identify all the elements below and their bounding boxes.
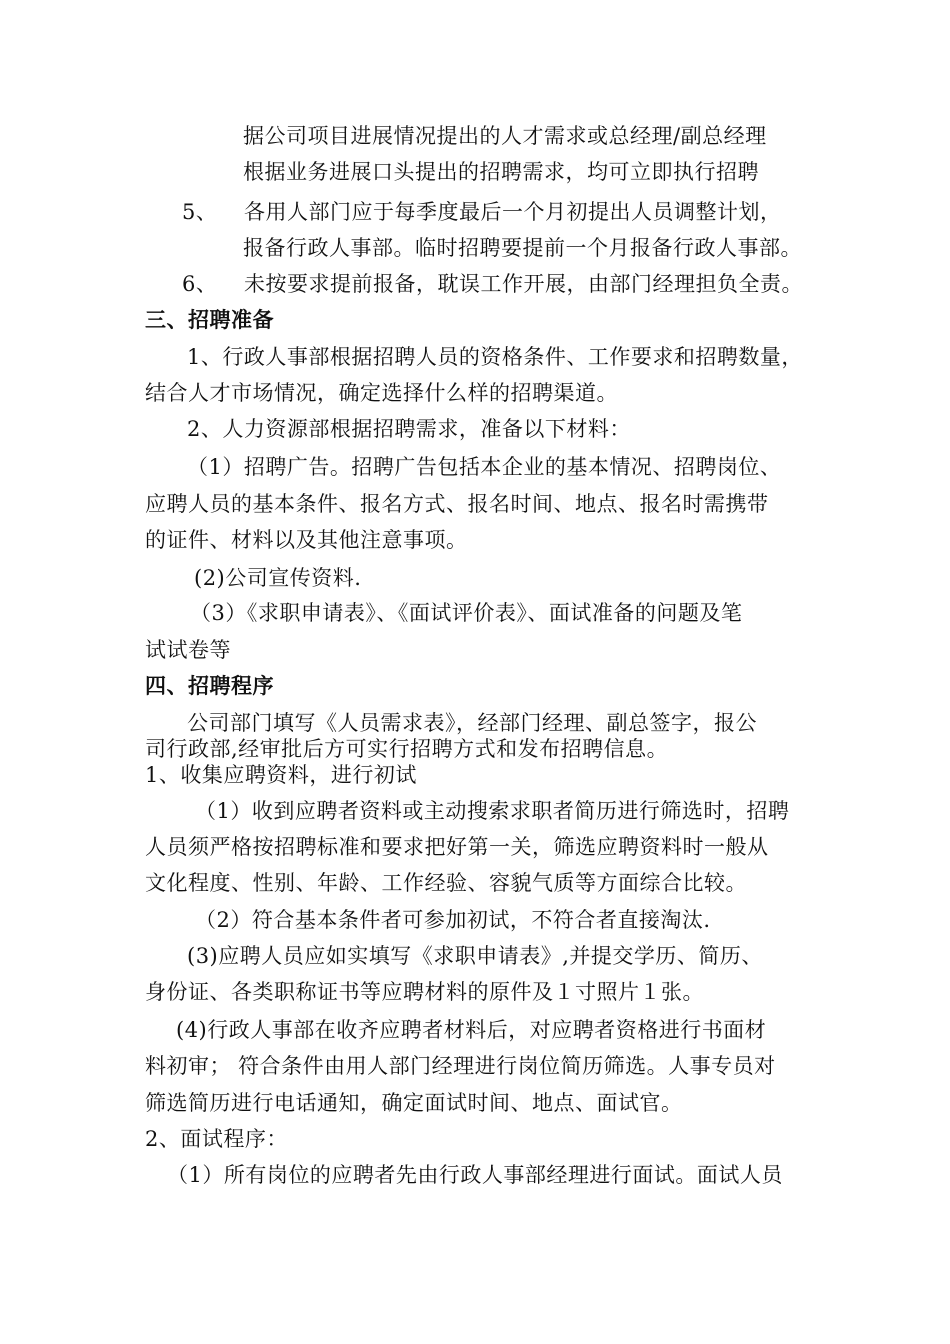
list-item-6 bbox=[182, 269, 803, 299]
text-line: (2)公司宣传资料. bbox=[194, 566, 362, 590]
text-line: 应聘人员的基本条件、报名方式、报名时间、地点、报名时需携带 bbox=[145, 492, 769, 516]
text-line: 身份证、各类职称证书等应聘材料的原件及１寸照片１张。 bbox=[145, 980, 704, 1004]
text-line: 的证件、材料以及其他注意事项。 bbox=[145, 528, 468, 552]
text-line: 根据业务进展口头提出的招聘需求，均可立即执行招聘 bbox=[243, 160, 759, 184]
list-item-5 bbox=[182, 197, 782, 227]
text-line: （1）招聘广告。招聘广告包括本企业的基本情况、招聘岗位、 bbox=[187, 455, 782, 479]
text-line: （2）符合基本条件者可参加初试，不符合者直接淘汰. bbox=[195, 908, 711, 932]
text-line: 人员须严格按招聘标准和要求把好第一关，筛选应聘资料时一般从 bbox=[145, 835, 769, 859]
text-line: 试试卷等 bbox=[145, 638, 231, 662]
text-line: 2、人力资源部根据招聘需求，准备以下材料： bbox=[187, 417, 631, 441]
text-line: 1、行政人事部根据招聘人员的资格条件、工作要求和招聘数量， bbox=[187, 345, 803, 369]
section-heading: 四、招聘程序 bbox=[145, 673, 274, 698]
text-line: 各用人部门应于每季度最后一个月初提出人员调整计划， bbox=[244, 200, 782, 224]
text-line: 筛选简历进行电话通知，确定面试时间、地点、面试官。 bbox=[145, 1091, 683, 1115]
text-line: 文化程度、性别、年龄、工作经验、容貌气质等方面综合比较。 bbox=[145, 871, 747, 895]
text-line: 公司部门填写《人员需求表》，经部门经理、副总签字，报公 bbox=[187, 711, 757, 735]
text-line: (4)行政人事部在收齐应聘者材料后，对应聘者资格进行书面材 bbox=[176, 1018, 767, 1042]
text-line: 料初审； 符合条件由用人部门经理进行岗位简历筛选。人事专员对 bbox=[145, 1054, 776, 1078]
section-heading: 三、招聘准备 bbox=[145, 307, 274, 332]
text-line: 司行政部,经审批后方可实行招聘方式和发布招聘信息。 bbox=[145, 737, 669, 761]
text-line: （1）收到应聘者资料或主动搜索求职者简历进行筛选时，招聘 bbox=[195, 799, 790, 823]
list-number: 5、 bbox=[182, 200, 218, 224]
text-line: 2、面试程序： bbox=[145, 1127, 288, 1151]
text-line: 未按要求提前报备，耽误工作开展，由部门经理担负全责。 bbox=[244, 272, 803, 296]
list-number: 6、 bbox=[182, 272, 218, 296]
text-line: 1、收集应聘资料，进行初试 bbox=[145, 763, 417, 787]
text-line: 报备行政人事部。临时招聘要提前一个月报备行政人事部。 bbox=[243, 236, 802, 260]
text-line: 结合人才市场情况，确定选择什么样的招聘渠道。 bbox=[145, 381, 618, 405]
text-line: （1）所有岗位的应聘者先由行政人事部经理进行面试。面试人员 bbox=[167, 1163, 783, 1187]
text-line: (3)应聘人员应如实填写《求职申请表》,并提交学历、简历、 bbox=[187, 944, 763, 968]
text-line: 据公司项目进展情况提出的人才需求或总经理/副总经理 bbox=[243, 124, 767, 148]
text-line: （3）《求职申请表》、《面试评价表》、面试准备的问题及笔 bbox=[190, 601, 743, 625]
